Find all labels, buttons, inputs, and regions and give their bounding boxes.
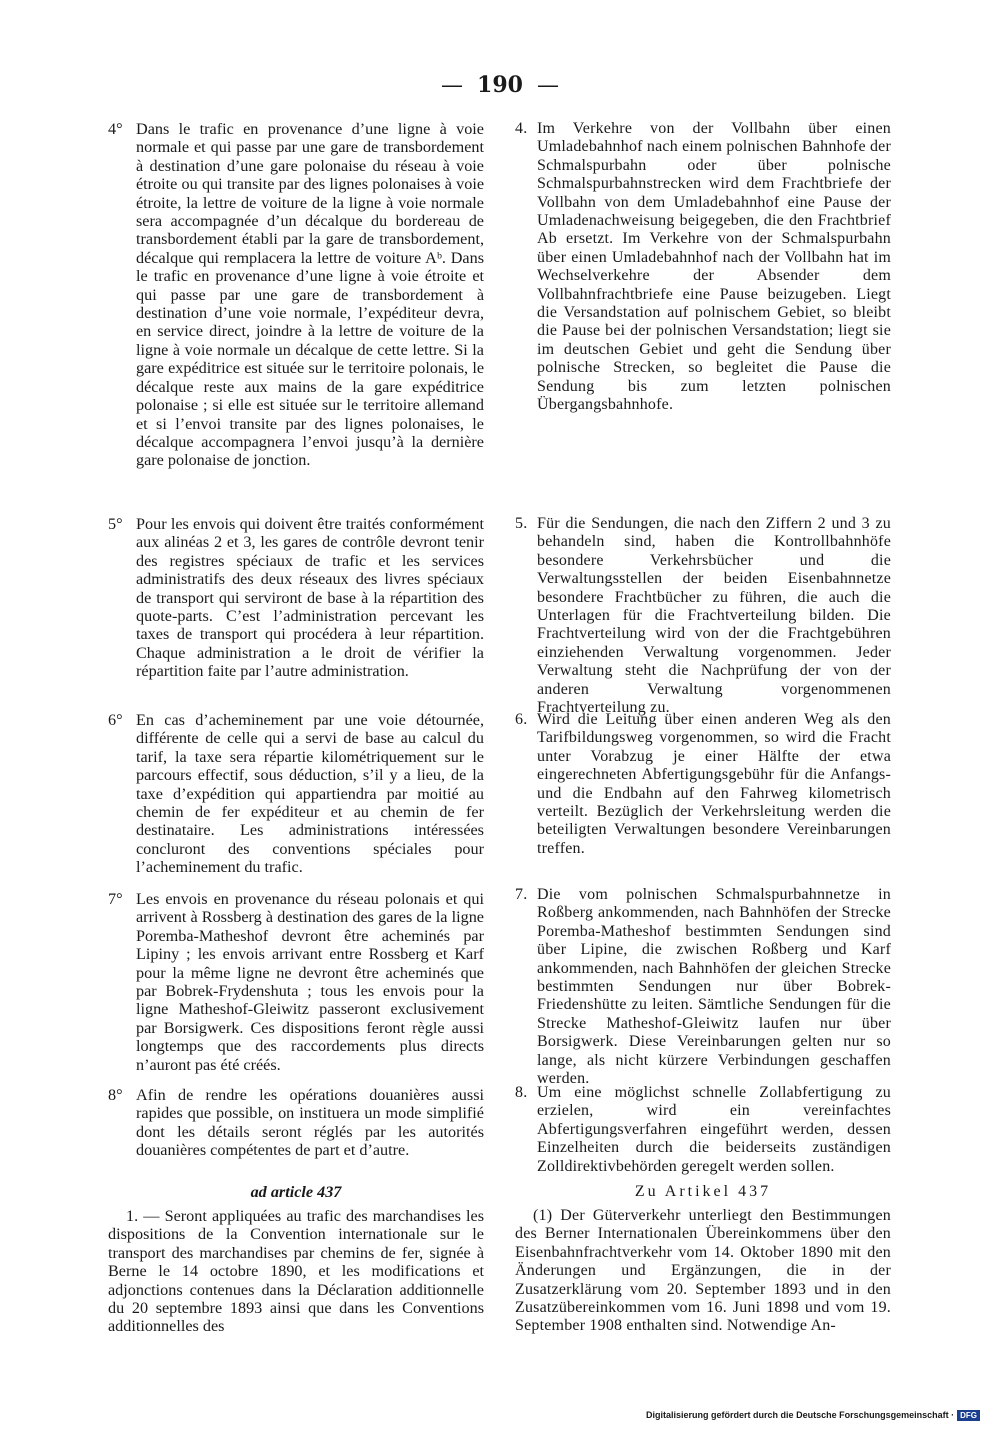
item-text: Pour les envois qui doivent être traités conformément aux alinéas 2 et 3, les gares de contrôle devront tenir des registres spéciaux de trafic et les services administratifs des deux réseaux des livres spéciaux de transport qui serviront de base à la répartition des quote-parts. C’est l’administration percevant les taxes de transport qui procédera à leur répartition. Chaque administration a le droit de vérifier la répartition faite par l’autre administration. — [136, 515, 484, 681]
german-item-7 — [515, 886, 891, 1088]
german-item-6 — [515, 711, 891, 858]
dfg-logo: DFG — [957, 1410, 980, 1421]
item-number: 8° — [108, 1086, 123, 1104]
dash-left: — — [441, 73, 464, 98]
german-item-5 — [515, 515, 891, 717]
french-article-paragraph: 1. — Seront appliquées au trafic des marchandises les dispositions de la Convention internationale sur le transport des marchandises par chemins de fer, signée à Berne le 14 octobre 1890, et les modifications et adjonctions contenues dans la Déclaration additionnelle du 20 septembre 1893 ainsi que dans les Conventions additionnelles des — [108, 1207, 484, 1336]
german-item-4-block — [515, 120, 891, 415]
french-article-heading: ad article 437 — [250, 1183, 342, 1201]
item-text: Afin de rendre les opérations douanières aussi rapides que possible, on instituera un mode simplifié dont les détails seront réglés par les autorités douanières compétentes de part et d’autre. — [136, 1086, 484, 1160]
item-number: 8. — [515, 1084, 528, 1101]
item-text: Im Verkehre von der Vollbahn über einen Umladebahnhof nach einem polnischen Bahnhofe der Schmalspurbahn oder über polnische Schmalspurbahnstrecken wird dem Frachtbriefe der Vollbahn von dem Umladebahnhof eine Pause der Umladenachweisung beigegeben, die den Frachtbrief Ab ersetzt. Im Verkehre von der Schmalspurbahn über einen Umladebahnhof nach der Vollbahn hat im Wechselverkehre der Absender dem Vollbahnfrachtbriefe eine Pause beizugeben. Liegt die Versandstation auf polnischem Gebiet, so bleibt die Pause bei der polnischen Versandstation; liegt sie im deutschen Gebiet und geht die Sendung über polnische Strecken, so begleitet die Pause die Sendung bis zum letzten polnischen Übergangsbahnhofe. — [537, 120, 891, 414]
item-text: Um eine möglichst schnelle Zollabfertigung zu erzielen, wird ein vereinfachtes Abfertigungsverfahren eingeführt werden, dessen Einzelheiten durch die beiderseits zuständigen Zolldirektivbehörden geregelt werden sollen. — [537, 1084, 891, 1175]
item-number: 4. — [515, 120, 528, 137]
german-article-heading: Zu Artikel 437 — [634, 1183, 772, 1200]
page-number — [0, 72, 1000, 98]
dash-right: — — [536, 73, 559, 98]
item-text: Für die Sendungen, die nach den Ziffern 2 und 3 zu behandeln sind, haben die Kontrollbahnhöfe besondere Verkehrsbücher und die Verwaltungsstellen der beiden Eisenbahnnetze besondere Frachtbücher zu führen, die auch die Unterlagen für die Frachtverteilung bilden. Die Frachtverteilung wird von der die Frachtgebühren einziehenden Verwaltung vorgenommen. Jeder Verwaltung steht die Nachprüfung der von der anderen Verwaltung vorgenommenen Frachtverteilung zu. — [537, 515, 891, 717]
german-item-8-block — [515, 1084, 891, 1176]
item-text: Les envois en provenance du réseau polonais et qui arrivent à Rossberg à destination des gares de la ligne Poremba-Matheshof devront être acheminés par Lipiny ; les envois arrivant entre Rossberg et Karf pour la même ligne ne devront être acheminés que par Bobrek-Frydenshuta ; tous les envois pour la ligne Matheshof-Gleiwitz passeront exclusivement par Borsigwerk. Ces dispositions feront règle aussi longtemps que des raccordements plus directs n’auront pas été créés. — [136, 890, 484, 1074]
page-number-value: 190 — [477, 72, 523, 98]
digitization-footer — [580, 1410, 980, 1421]
item-text: Wird die Leitung über einen anderen Weg als den Tarifbildungsweg vorgenommen, so wird die Fracht unter Vorabzug je einer Hälfte der etwa eingerechneten Abfertigungsgebühr für die Anfangs- und die Endbahn auf den Fahrweg kilometrisch verteilt. Bezüglich der Verkehrsleitung werden die beteiligten Verwaltungen besondere Vereinbarungen treffen. — [537, 711, 891, 857]
german-item-6-block — [515, 711, 891, 858]
german-article-paragraph: (1) Der Güterverkehr unterliegt den Bestimmungen des Berner Internationalen Übereinkommens über den Eisenbahnfrachtverkehr vom 14. Oktober 1890 mit den Änderungen und Ergänzungen, die in der Zusatzerklärung vom 20. September 1893 und in den Zusatzübereinkommen vom 16. Juni 1898 und vom 19. September 1908 enthalten sind. Notwendige An- — [515, 1207, 891, 1335]
french-item-8 — [108, 1086, 484, 1160]
french-item-4 — [108, 120, 484, 470]
french-item-6 — [108, 711, 484, 877]
german-item-8 — [515, 1084, 891, 1176]
item-text: Die vom polnischen Schmalspurbahnnetze in Roßberg ankommenden, nach Bahnhöfen der Strecke Poremba-Matheshof bestimmten Sendungen sind über Lipine, die zwischen Roßberg und Karf ankommenden, nach Bahnhöfen der gleichen Strecke bestimmten Sendungen nur über Bobrek-Friedenshütte zu leiten. Sämtliche Sendungen für die Strecke Matheshof-Gleiwitz laufen nur über Borsigwerk. Diese Vereinbarungen gelten nur so lange, als nicht kürzere Verbindungen geschaffen werden. — [537, 886, 891, 1088]
german-item-4 — [515, 120, 891, 415]
item-number: 6. — [515, 711, 528, 728]
french-column — [108, 120, 484, 470]
german-item-7-block — [515, 886, 891, 1088]
item-text: En cas d’acheminement par une voie détournée, différente de celle qui a servi de base au calcul du tarif, la taxe sera répartie kilométriquement sur le parcours effectif, sous déduction, s’il y a lieu, de la taxe d’expédition qui appartiendra par moitié au chemin de fer expéditeur et au chemin de fer destinataire. Les administrations intéressées concluront des conventions spéciales pour l’acheminement du trafic. — [136, 711, 484, 877]
item-number: 7° — [108, 890, 123, 908]
french-item-5 — [108, 515, 484, 681]
german-item-5-block — [515, 515, 891, 717]
item-number: 5° — [108, 515, 123, 533]
french-item-8-block — [108, 1086, 484, 1160]
french-item-7-block — [108, 890, 484, 1074]
item-number: 7. — [515, 886, 528, 903]
footer-text: Digitalisierung gefördert durch die Deutsche Forschungsgemeinschaft · — [646, 1410, 955, 1420]
french-item-7 — [108, 890, 484, 1074]
item-text: Dans le trafic en provenance d’une ligne à voie normale et qui passe par une gare de transbordement à destination d’une gare polonaise du réseau à voie étroite ou qui transite par des lignes polonaises à voie étroite, la lettre de voiture de la ligne à voie normale sera accompagnée d’un décalque du bordereau de transbordement établi par la gare de transbordement, décalque qui remplacera la lettre de voiture Aᵇ. Dans le trafic en provenance d’une ligne à voie étroite et qui passe par une gare de transbordement à destination d’une voie normale, l’expéditeur devra, en service direct, joindre à la lettre de voiture de la ligne à voie normale un décalque de cette lettre. Si la gare expéditrice est située sur le territoire polonais, le décalque reste aux mains de la gare expéditrice polonaise ; si elle est située sur le territoire allemand et si l’envoi transite par des lignes polonaises, le décalque accompagnera l’envoi jusqu’à la dernière gare polonaise de jonction. — [136, 120, 484, 470]
item-number: 6° — [108, 711, 123, 729]
item-number: 5. — [515, 515, 528, 532]
french-item-6-block — [108, 711, 484, 877]
french-item-5-block — [108, 515, 484, 681]
item-number: 4° — [108, 120, 123, 138]
